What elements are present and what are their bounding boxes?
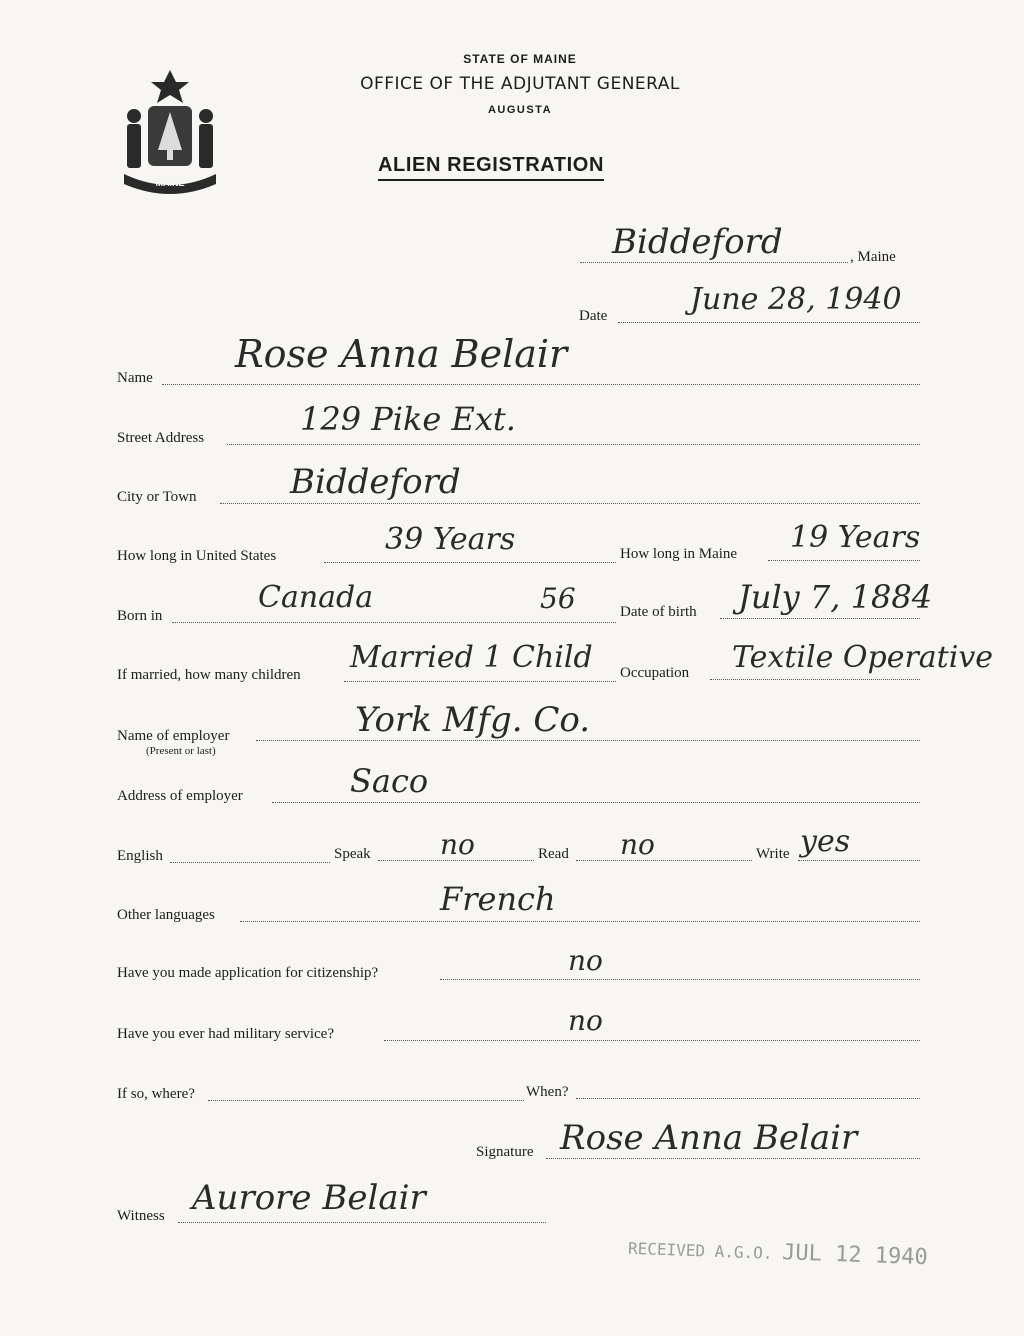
city-label: City or Town	[117, 489, 197, 505]
street-label: Street Address	[117, 430, 205, 446]
stamp-date-text: JUL 12 1940	[781, 1240, 929, 1271]
employer-label: Name of employer	[117, 728, 230, 744]
town-value: Biddeford	[612, 222, 783, 262]
dob-label: Date of birth	[620, 604, 697, 620]
employer-value: York Mfg. Co.	[355, 700, 591, 740]
other-languages-label: Other languages	[117, 907, 215, 923]
header-office: OFFICE OF THE ADJUTANT GENERAL	[360, 74, 680, 94]
stamp-received-text: RECEIVED A.G.O.	[627, 1238, 773, 1263]
other-languages-value: French	[440, 880, 556, 918]
military-label: Have you ever had military service?	[117, 1026, 334, 1042]
state-seal-icon	[116, 66, 224, 194]
read-value: no	[620, 828, 655, 861]
received-stamp	[628, 1235, 929, 1270]
military-value: no	[568, 1004, 603, 1037]
if-so-label: If so, where?	[117, 1086, 195, 1102]
speak-label: Speak	[334, 846, 371, 862]
employer-note: (Present or last)	[146, 745, 216, 757]
street-value: 129 Pike Ext.	[300, 400, 516, 438]
name-label: Name	[117, 370, 153, 386]
english-label: English	[117, 848, 163, 864]
read-label: Read	[538, 846, 569, 862]
header-city: AUGUSTA	[487, 104, 553, 116]
age-value: 56	[540, 582, 576, 615]
married-value: Married 1 Child	[350, 640, 593, 675]
date-label: Date	[579, 308, 608, 324]
signature-value: Rose Anna Belair	[560, 1118, 858, 1158]
witness-value: Aurore Belair	[192, 1178, 426, 1218]
occupation-value: Textile Operative	[732, 640, 994, 675]
seal-text: MAINE	[155, 178, 185, 188]
header-state: STATE OF MAINE	[463, 52, 577, 66]
citizenship-label: Have you made application for citizenship?	[117, 965, 379, 981]
signature-label: Signature	[476, 1144, 534, 1160]
occupation-label: Occupation	[620, 665, 690, 681]
date-value: June 28, 1940	[690, 282, 902, 317]
employer-address-label: Address of employer	[117, 788, 243, 804]
how-long-maine-label: How long in Maine	[620, 546, 738, 562]
born-in-label: Born in	[117, 608, 163, 624]
write-label: Write	[756, 846, 790, 862]
name-value: Rose Anna Belair	[235, 332, 568, 376]
how-long-us-value: 39 Years	[385, 522, 516, 557]
when-label: When?	[526, 1084, 569, 1100]
witness-label: Witness	[117, 1208, 165, 1224]
speak-value: no	[440, 828, 475, 861]
maine-label: , Maine	[850, 249, 896, 265]
citizenship-value: no	[568, 944, 603, 977]
how-long-maine-value: 19 Years	[790, 520, 921, 555]
page-title: ALIEN REGISTRATION	[378, 154, 604, 181]
city-value: Biddeford	[290, 462, 461, 502]
dob-value: July 7, 1884	[738, 578, 933, 616]
how-long-us-label: How long in United States	[117, 548, 277, 564]
write-value: yes	[800, 824, 851, 859]
born-in-value: Canada	[258, 580, 374, 615]
employer-address-value: Saco	[350, 762, 429, 800]
married-label: If married, how many children	[117, 667, 301, 683]
